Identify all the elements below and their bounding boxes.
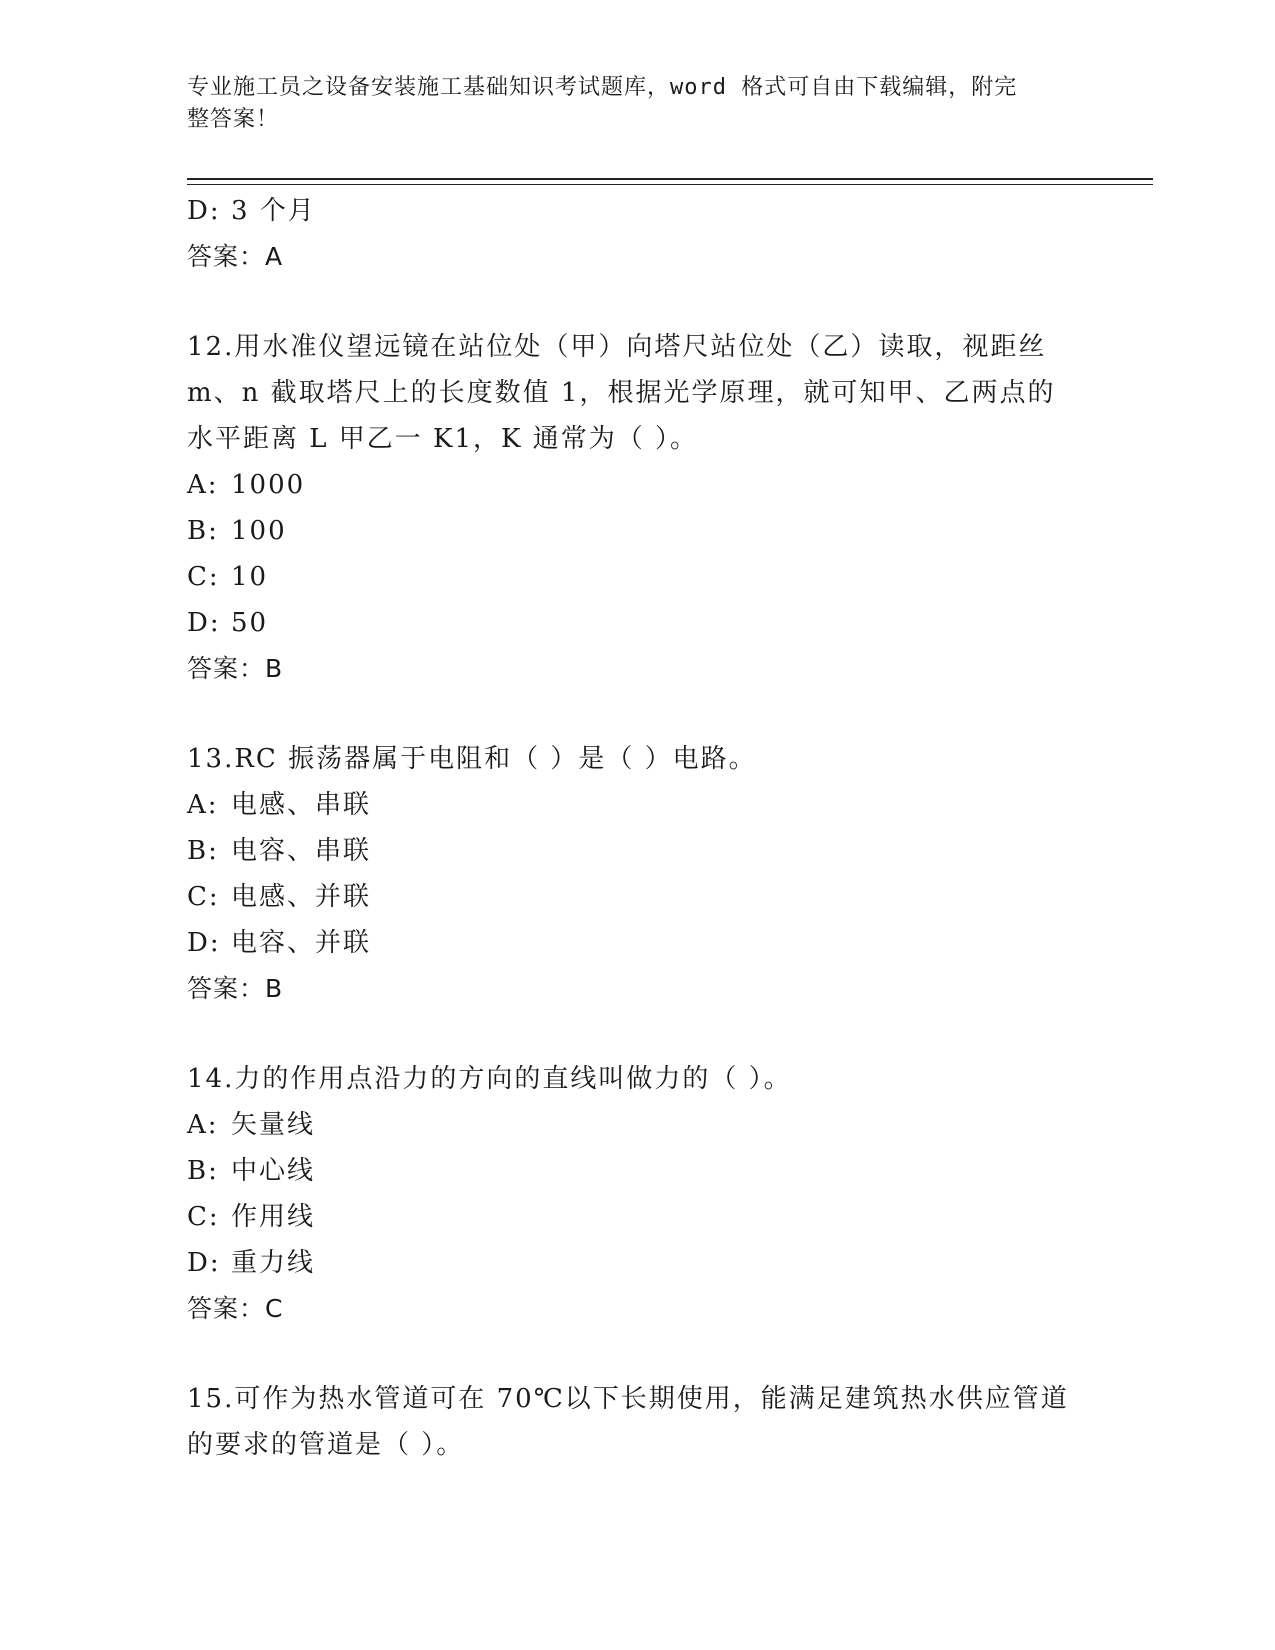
header-rule-thick xyxy=(187,178,1153,180)
question-text-line: 15.可作为热水管道可在 70℃以下长期使用，能满足建筑热水供应管道 xyxy=(187,1384,1069,1414)
option-b xyxy=(187,1148,1087,1194)
option-label: D: xyxy=(187,1248,221,1278)
header-rule-thin xyxy=(187,184,1153,185)
question-text-line: m、n 截取塔尺上的长度数值 1，根据光学原理，就可知甲、乙两点的 xyxy=(187,378,1056,408)
option-b xyxy=(187,508,1087,554)
option-c xyxy=(187,554,1087,600)
question-13 xyxy=(187,736,1087,1012)
answer-line: 答案：B xyxy=(187,974,284,1003)
option-text: 10 xyxy=(231,562,269,592)
option-a xyxy=(187,462,1087,508)
option-label: A: xyxy=(187,790,219,820)
option-text: 3 个月 xyxy=(231,196,316,226)
option-text: 矢量线 xyxy=(231,1110,316,1140)
option-text: 中心线 xyxy=(231,1156,316,1186)
question-14 xyxy=(187,1056,1087,1332)
option-label: A: xyxy=(187,1110,219,1140)
option-c xyxy=(187,1194,1087,1240)
option-d xyxy=(187,1240,1087,1286)
option-label: D: xyxy=(187,608,221,638)
option-d xyxy=(187,600,1087,646)
option-b xyxy=(187,828,1087,874)
option-a xyxy=(187,1102,1087,1148)
option-text: 电感、串联 xyxy=(231,790,372,820)
question-text-line: 的要求的管道是（ ）。 xyxy=(187,1430,465,1460)
option-label: C: xyxy=(187,562,220,592)
option-label: D: xyxy=(187,196,221,226)
option-text: 电感、并联 xyxy=(231,882,372,912)
question-text-line: 14.力的作用点沿力的方向的直线叫做力的（ ）。 xyxy=(187,1064,792,1094)
option-text: 重力线 xyxy=(231,1248,316,1278)
question-text-line: 13.RC 振荡器属于电阻和（ ）是（ ）电路。 xyxy=(187,744,757,774)
question-15 xyxy=(187,1376,1087,1468)
option-label: C: xyxy=(187,882,220,912)
option-label: C: xyxy=(187,1202,220,1232)
header-title-line-2: 整答案！ xyxy=(187,107,280,132)
option-text: 50 xyxy=(231,608,269,638)
question-12 xyxy=(187,324,1087,692)
option-c xyxy=(187,874,1087,920)
option-label: B: xyxy=(187,836,219,866)
header-title-line-1: 专业施工员之设备安装施工基础知识考试题库，word 格式可自由下载编辑，附完 xyxy=(187,75,1018,100)
option-text: 1000 xyxy=(231,470,306,500)
option-d xyxy=(187,188,1087,234)
option-a xyxy=(187,782,1087,828)
option-d xyxy=(187,920,1087,966)
option-text: 100 xyxy=(231,516,287,546)
answer-line: 答案：A xyxy=(187,242,284,271)
answer-line: 答案：C xyxy=(187,1294,284,1323)
question-text-line: 12.用水准仪望远镜在站位处（甲）向塔尺站位处（乙）读取，视距丝 xyxy=(187,332,1047,362)
option-label: D: xyxy=(187,928,221,958)
option-text: 作用线 xyxy=(231,1202,316,1232)
document-header xyxy=(187,72,1067,136)
option-text: 电容、并联 xyxy=(231,928,372,958)
option-label: B: xyxy=(187,1156,219,1186)
questions-body xyxy=(187,188,1087,1468)
answer-line: 答案：B xyxy=(187,654,284,683)
option-label: A: xyxy=(187,470,219,500)
option-label: B: xyxy=(187,516,219,546)
question-text-line: 水平距离 L 甲乙一 K1，K 通常为（ ）。 xyxy=(187,424,698,454)
option-text: 电容、串联 xyxy=(231,836,372,866)
